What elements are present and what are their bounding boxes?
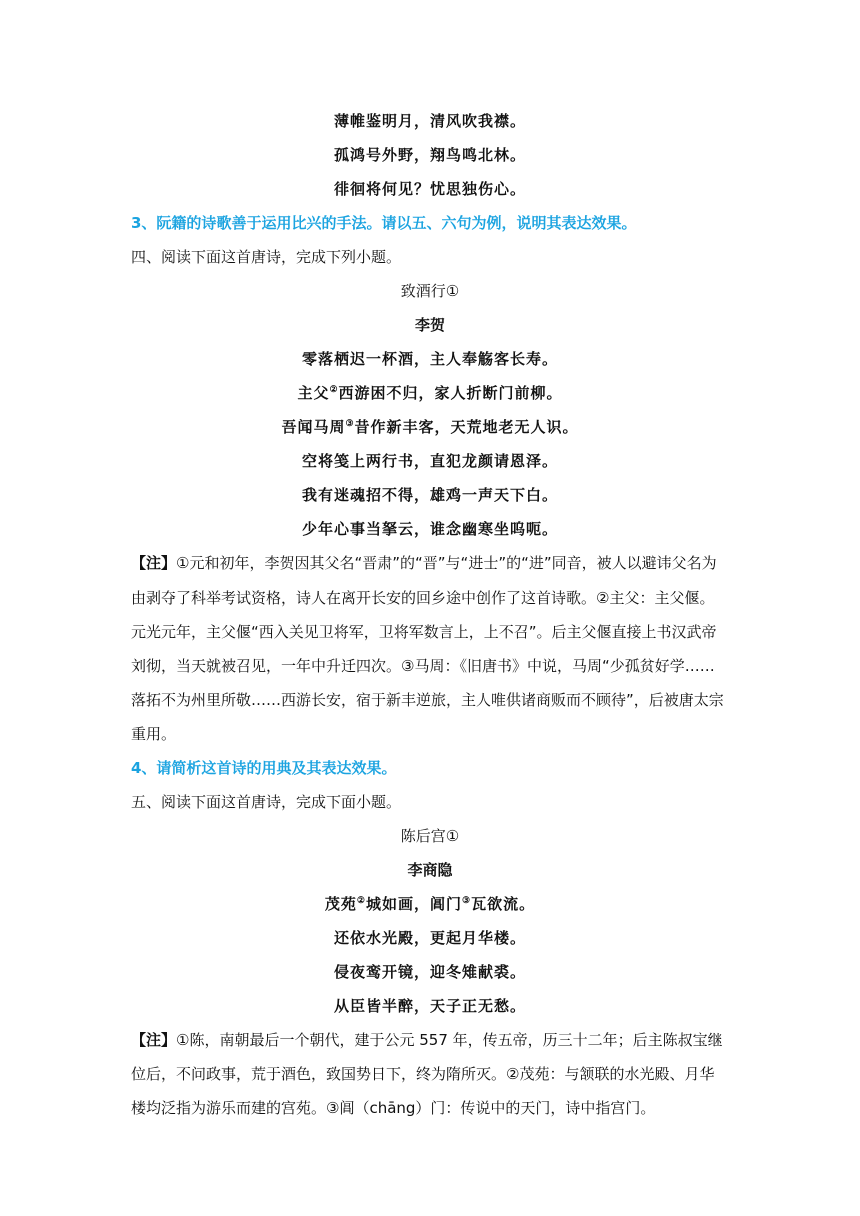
annotation-line: 位后，不问政事，荒于酒色，致国势日下，终为隋所灭。②茂苑：与颔联的水光殿、月华 xyxy=(131,1065,715,1083)
annotation-line: 元光元年，主父偃“西入关见卫将军，卫将军数言上，上不召”。后主父偃直接上书汉武帝 xyxy=(131,623,717,641)
annotation-line: 【注】①元和初年，李贺因其父名“晋肃”的“晋”与“进士”的“进”同音，被人以避讳父名为 xyxy=(131,554,717,572)
annotation-line: 【注】①陈，南朝最后一个朝代，建于公元 557 年，传五帝，历三十二年；后主陈叔宝继 xyxy=(131,1031,723,1049)
annotation-line: 重用。 xyxy=(131,725,177,743)
annotation-label: 【注】 xyxy=(131,554,177,572)
annotation-line: 楼均泛指为游乐而建的宫苑。③阊（chāng）门：传说中的天门，诗中指宫门。 xyxy=(131,1099,656,1117)
poem-line: 侵夜鸾开镜，迎冬雉献裘。 xyxy=(333,963,526,981)
annotation-line: 刘彻，当天就被召见，一年中升迁四次。③马周：《旧唐书》中说，马周“少孤贫好学…… xyxy=(131,657,715,675)
poem-line: 吾闻马周③昔作新丰客，天荒地老无人识。 xyxy=(281,418,579,436)
poem-line: 空将笺上两行书，直犯龙颜请恩泽。 xyxy=(301,452,558,470)
poem-line: 孤鸿号外野，翔鸟鸣北林。 xyxy=(333,146,526,164)
poem-line: 徘徊将何见？忧思独伤心。 xyxy=(333,180,526,198)
poem-line: 主父②西游困不归，家人折断门前柳。 xyxy=(297,384,563,402)
annotation-label: 【注】 xyxy=(131,1031,177,1049)
poem-title: 致酒行① xyxy=(400,282,460,300)
question-3: 3、阮籍的诗歌善于运用比兴的手法。请以五、六句为例，说明其表达效果。 xyxy=(131,214,637,232)
poem-line: 少年心事当拏云，谁念幽寒坐呜呃。 xyxy=(301,520,558,538)
poem-line: 我有迷魂招不得，雄鸡一声天下白。 xyxy=(301,486,558,504)
poem-line: 还依水光殿，更起月华楼。 xyxy=(333,929,526,947)
poem-author: 李贺 xyxy=(414,316,445,334)
poem-line: 从臣皆半醉，天子正无愁。 xyxy=(333,997,526,1015)
poem-title: 陈后宫① xyxy=(400,827,460,845)
section-4-heading: 四、阅读下面这首唐诗，完成下列小题。 xyxy=(131,248,402,266)
question-4: 4、请简析这首诗的用典及其表达效果。 xyxy=(131,759,397,777)
poem-line: 零落栖迟一杯酒，主人奉觞客长寿。 xyxy=(301,350,558,368)
poem-author: 李商隐 xyxy=(407,861,453,879)
annotation-line: 落拓不为州里所敬……西游长安，宿于新丰逆旅，主人唯供诸商贩而不顾待”，后被唐太宗 xyxy=(131,691,724,709)
section-5-heading: 五、阅读下面这首唐诗，完成下面小题。 xyxy=(131,793,402,811)
poem-line: 茂苑②城如画，阊门③瓦欲流。 xyxy=(324,895,536,913)
poem-line: 薄帷鉴明月，清风吹我襟。 xyxy=(333,112,526,130)
annotation-line: 由剥夺了科举考试资格，诗人在离开长安的回乡途中创作了这首诗歌。②主父：主父偃。 xyxy=(131,589,715,607)
